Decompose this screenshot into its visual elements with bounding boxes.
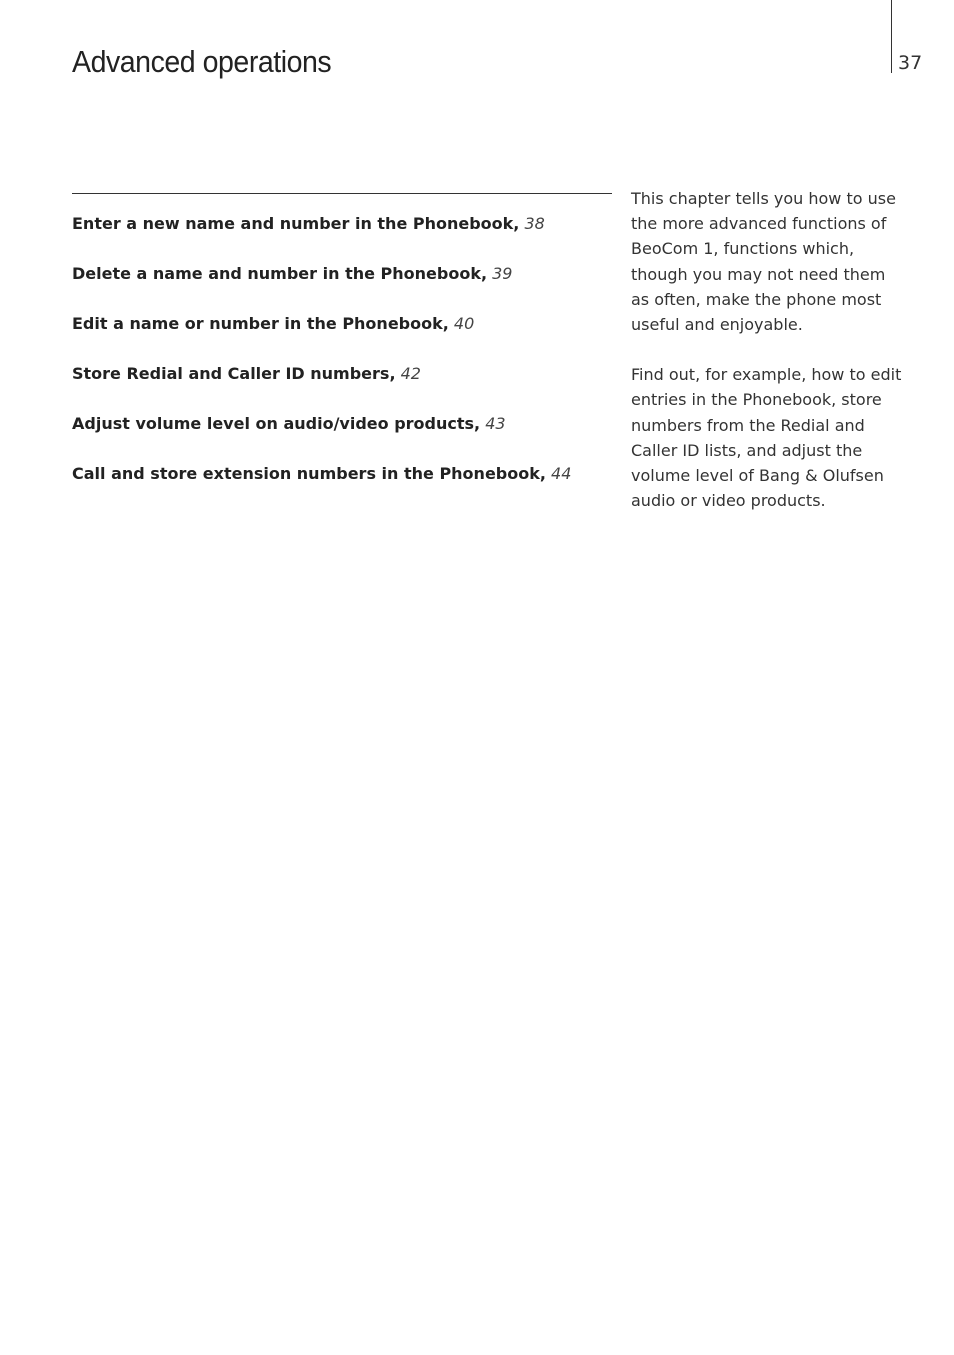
toc-entry-page: 42 xyxy=(400,364,421,383)
toc-entry-title: Edit a name or number in the Phonebook, xyxy=(72,314,449,333)
intro-paragraph: Find out, for example, how to edit entries in the Phonebook, store numbers from the Redial and Caller ID lists, and adjust the volume level of Bang & Olufsen audio or video products. xyxy=(631,365,902,511)
intro-paragraph: This chapter tells you how to use the more advanced functions of BeoCom 1, functions which, though you may not need them as often, make the phone most useful and enjoyable. xyxy=(631,189,896,335)
toc-entry-title: Adjust volume level on audio/video products, xyxy=(72,414,481,433)
toc-entry-page: 38 xyxy=(524,214,545,233)
toc-entry xyxy=(72,261,571,311)
toc-list xyxy=(72,211,571,511)
page-number: 37 xyxy=(898,52,923,74)
page-title: Advanced operations xyxy=(72,44,332,79)
page-number-divider xyxy=(891,0,892,73)
toc-entry-title: Enter a new name and number in the Phonebook, xyxy=(72,214,520,233)
toc-entry-title: Delete a name and number in the Phonebook, xyxy=(72,264,488,283)
toc-entry xyxy=(72,361,571,411)
toc-entry xyxy=(72,411,571,461)
toc-entry-title: Call and store extension numbers in the Phonebook, xyxy=(72,464,546,483)
toc-entry-page: 44 xyxy=(551,464,572,483)
toc-entry xyxy=(72,311,571,361)
toc-entry-page: 43 xyxy=(485,414,506,433)
intro-text xyxy=(631,186,906,538)
toc-entry-page: 40 xyxy=(453,314,475,333)
toc-entry xyxy=(72,461,571,511)
toc-entry xyxy=(72,211,571,261)
toc-entry-title: Store Redial and Caller ID numbers, xyxy=(72,364,396,383)
toc-divider xyxy=(72,193,612,194)
toc-entry-page: 39 xyxy=(492,264,513,283)
